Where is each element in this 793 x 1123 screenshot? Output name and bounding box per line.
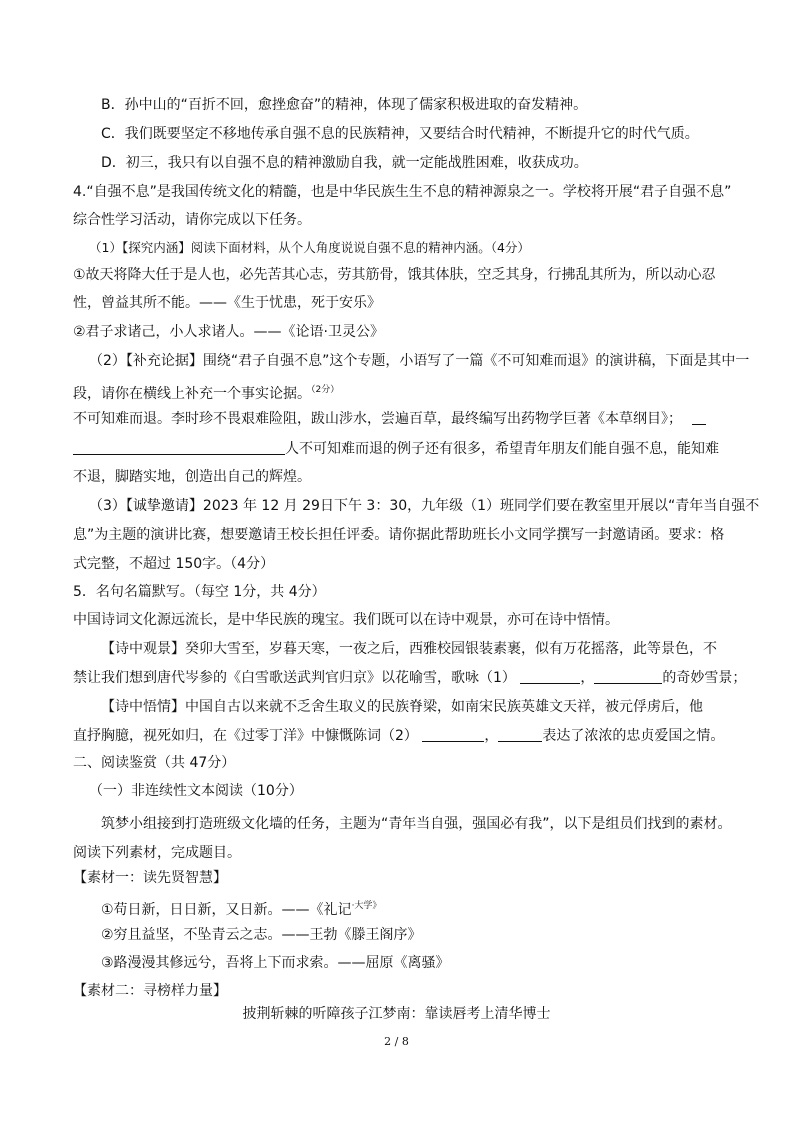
q4-task1-material1-line1: ①故天将降大任于是人也，必先苦其心志，劳其筋骨，饿其体肤，空乏其身，行拂乱其所为，所以动心忍 xyxy=(73,267,716,283)
answer-blank[interactable] xyxy=(73,440,285,455)
material1-item1-handwritten: ·大学》 xyxy=(351,901,382,911)
q4-task2-title-text: 段，请你在横线上补充一个事实论据。 xyxy=(73,386,311,402)
q4-intro-line1: 4.“自强不息”是我国传统文化的精髓，也是中华民族生生不息的精神源泉之一。学校将开展“君子自强不息” xyxy=(73,184,732,200)
q5-scene-line2 xyxy=(73,668,746,688)
q4-task2-title-line1: （2）【补充论据】围绕“君子自强不息”这个专题，小语写了一篇《不可知难而退》的演讲稿，下面是其中一 xyxy=(89,353,750,369)
answer-blank[interactable] xyxy=(422,727,484,742)
q4-task2-passage-line3: 不退，脚踏实地，创造出自己的辉煌。 xyxy=(73,469,311,485)
q4-task1-material2: ②君子求诸己，小人求诸人。——《论语·卫灵公》 xyxy=(73,324,384,340)
q5-title: 5．名句名篇默写。（每空 1分，共 4分） xyxy=(73,584,326,600)
q4-task1-title: （1）【探究内涵】阅读下面材料，从个人角度说说自强不息的精神内涵。（4分） xyxy=(89,240,530,255)
q5-scene-text: 禁让我们想到唐代岑参的《白雪歌送武判官归京》以花喻雪，歌咏（1） xyxy=(73,670,516,686)
answer-blank[interactable] xyxy=(594,669,662,684)
q4-task2-passage-text2: 人不可知难而退的例子还有很多，希望青年朋友们能自强不息，能知难 xyxy=(285,441,719,457)
q5-scene-line1: 【诗中观景】癸卯大雪至，岁暮天寒，一夜之后，西雅校园银装素裹，似有万花摇落，此等景色，不 xyxy=(101,641,717,657)
part2-intro-line2: 阅读下列素材，完成题目。 xyxy=(73,845,241,861)
q5-scene-text2: 的奇妙雪景； xyxy=(662,670,747,686)
q5-emotion-line2 xyxy=(73,726,724,746)
q5-scene-comma: ， xyxy=(580,670,595,686)
part2-intro-line1: 筑梦小组接到打造班级文化墙的任务，主题为“青年当自强，强国必有我”，以下是组员们找到的素材。 xyxy=(101,816,732,832)
material2-headline: 披荆斩棘的听障孩子江梦南：靠读唇考上清华博士 xyxy=(242,1006,551,1022)
part2-title: 二、阅读鉴赏（共 47分） xyxy=(73,755,236,771)
answer-blank[interactable] xyxy=(692,410,706,425)
material1-item2: ②穷且益坚，不坠青云之志。——王勃《滕王阁序》 xyxy=(101,927,422,943)
material1-item1-text: ①苟日新，日日新，又日新。——《礼记 xyxy=(101,902,352,918)
q5-intro: 中国诗词文化源远流长，是中华民族的瑰宝。我们既可以在诗中观景，亦可在诗中悟情。 xyxy=(73,612,619,628)
option-d: D．初三，我只有以自强不息的精神激励自我，就一定能战胜困难，收获成功。 xyxy=(101,155,588,171)
q4-task2-passage-line1 xyxy=(73,409,706,429)
q5-emotion-text: 直抒胸臆，视死如归，在《过零丁洋》中慷慨陈词（2） xyxy=(73,728,418,744)
material1-title: 【素材一：读先贤智慧】 xyxy=(73,870,227,886)
q4-task2-title-line2 xyxy=(73,380,339,404)
page-number: 2 / 8 xyxy=(384,1035,409,1048)
q4-task2-passage-text: 不可知难而退。李时珍不畏艰难险阻，跋山涉水，尝遍百草，最终编写出药物学巨著《本草纲目》； xyxy=(73,411,682,427)
option-c: C．我们既要坚定不移地传承自强不息的民族精神，又要结合时代精神，不断提升它的时代气质。 xyxy=(101,126,699,142)
q4-task2-passage-line2 xyxy=(73,439,719,459)
q5-emotion-line1: 【诗中悟情】中国自古以来就不乏舍生取义的民族脊梁，如南宋民族英雄文天祥，被元俘虏后，他 xyxy=(101,699,703,715)
q4-task3-line3: 式完整，不超过 150字。（4分） xyxy=(73,556,275,572)
option-b: B．孙中山的“百折不回，愈挫愈奋”的精神，体现了儒家积极进取的奋发精神。 xyxy=(101,97,588,113)
q4-task3-line2: 息”为主题的演讲比赛，想要邀请王校长担任评委。请你据此帮助班长小文同学撰写一封邀请函。要求：格 xyxy=(73,527,725,543)
material1-item1 xyxy=(101,896,381,920)
q4-intro-line2: 综合性学习活动，请你完成以下任务。 xyxy=(73,212,311,228)
q4-task3-line1: （3）【诚挚邀请】2023 年 12 月 29日下午 3：30，九年级（1）班同学们要在教室里开展以“青年当自强不 xyxy=(89,498,760,514)
q4-task2-score: （2分） xyxy=(311,385,340,395)
q4-task1-material1-line2: 性，曾益其所不能。——《生于忧患，死于安乐》 xyxy=(73,295,381,311)
q5-emotion-comma: ， xyxy=(484,728,499,744)
answer-blank[interactable] xyxy=(498,727,542,742)
q5-emotion-text2: 表达了浓浓的忠贞爱国之情。 xyxy=(542,728,725,744)
part2-section1-title: （一）非连续性文本阅读（10分） xyxy=(89,783,303,799)
answer-blank[interactable] xyxy=(520,669,580,684)
material2-title: 【素材二：寻榜样力量】 xyxy=(73,983,227,999)
material1-item3: ③路漫漫其修远兮，吾将上下而求索。——屈原《离骚》 xyxy=(101,955,450,971)
